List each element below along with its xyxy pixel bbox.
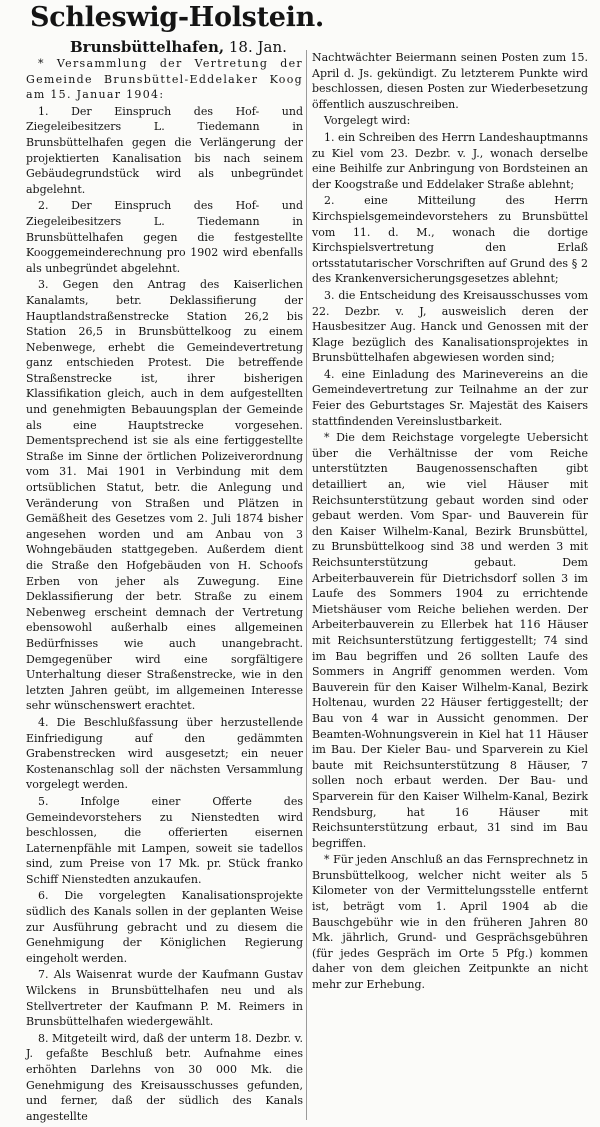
column-divider [306, 50, 307, 1120]
paragraph: 8. Mitgeteilt wird, daß der unterm 18. Dezbr. v. J. gefaßte Beschluß betr. Aufnahme eines erhöhten Darlehns von 30 000 Mk. die Genehmigung des Kreisausschusses gefunden, und ferner, daß der südlich des Kanals angestellte [26, 1031, 303, 1123]
paragraph: 3. Gegen den Antrag des Kaiserlichen Kanalamts, betr. Deklassifierung der Hauptlandstraßenstrecke Station 26,2 bis Station 26,5 in Brunsbüttelkoog zu einem Nebenwege, erhebt die Gemeindevertretung ganz entschieden Protest. Die betreffende Straßenstrecke ist, ihrer bisherigen Klassifikation gleich, auch in dem aufgestellten und genehmigten Bebauungsplan der Gemeinde als eine Hauptstrecke vorgesehen. Dementsprechend ist sie als eine fertiggestellte Straße im Sinne der örtlichen Polizeiverordnung vom 31. Mai 1901 in Verbindung mit dem ortsüblichen Statut, betr. die Anlegung und Veränderung von Straßen und Plätzen in Gemäßheit des Gesetzes vom 2. Juli 1874 bisher angesehen worden und am Anbau von 3 Wohngebäuden stattgegeben. Außerdem dient die Straße den Hofgebäuden von H. Schoofs Erben von jeher als Zuwegung. Eine Deklassifierung der betr. Straße zu einem Nebenweg erscheint demnach der Vertretung ebensowohl außerhalb eines allgemeinen Bedürfnisses wie auch unangebracht. Demgegenüber wird eine sorgfältigere Unterhaltung dieser Straßenstrecke, wie in den letzten Jahren geübt, im allgemeinen Interesse sehr wünschenswert erachtet. [26, 278, 303, 713]
right-column [312, 50, 588, 994]
dateline [70, 38, 287, 56]
paragraph: 4. eine Einladung des Marinevereins an die Gemeindevertretung zur Teilnahme an der zur Feier des Geburtstages Sr. Majestät des Kaisers stattfindenden Vereinslustbarkeit. [312, 367, 588, 428]
paragraph: 3. die Entscheidung des Kreisausschusses vom 22. Dezbr. v. J, ausweislich deren der Hausbesitzer Aug. Hanck und Genossen mit der Klage bezüglich des Kanalisationsprojektes in Brunsbüttelhafen abgewiesen worden sind; [312, 288, 588, 365]
paragraph: * Für jeden Anschluß an das Fernsprechnetz in Brunsbüttelkoog, welcher nicht weiter als 5 Kilometer von der Vermittelungsstelle entfernt ist, beträgt vom 1. April 1904 ab die Bauschgebühr wie in den früheren Jahren 80 Mk. jährlich, Grund- und Gesprächsgebühren (für jedes Gespräch im Orte 5 Pfg.) kommen daher von dem gleichen Zeitpunkte an nicht mehr zur Erhebung. [312, 853, 588, 992]
page-title: Schleswig-Holstein. [30, 2, 325, 33]
paragraph: 2. eine Mitteilung des Herrn Kirchspielsgemeindevorstehers zu Brunsbüttel vom 11. d. M., wonach die dortige Kirchspielsvertretung den Erlaß ortsstatutarischer Vorschriften auf Grund des § 2 des Krankenversicherungsgesetzes ablehnt; [312, 194, 588, 286]
paragraph: 7. Als Waisenrat wurde der Kaufmann Gustav Wilckens in Brunsbüttelhafen neu und als Stellvertreter der Kaufmann P. M. Reimers in Brunsbüttelhafen wiedergewählt. [26, 968, 303, 1029]
paragraph: 5. Infolge einer Offerte des Gemeindevorstehers zu Nienstedten wird beschlossen, die offerierten eisernen Laternenpfähle mit Lampen, soweit sie tadellos sind, zum Preise von 17 Mk. pr. Stück franko Schiff Nienstedten anzukaufen. [26, 794, 303, 886]
dateline-place: Brunsbüttelhafen, [70, 38, 225, 56]
paragraph: * Versammlung der Vertretung der Gemeinde Brunsbüttel-Eddelaker Koog am 15. Januar 1904: [26, 57, 303, 102]
left-column [26, 56, 303, 1125]
paragraph: 6. Die vorgelegten Kanalisationsprojekte südlich des Kanals sollen in der geplanten Weise zur Ausführung gebracht und zu diesem die Genehmigung der Königlichen Regierung eingeholt werden. [26, 889, 303, 965]
paragraph: 2. Der Einspruch des Hof- und Ziegeleibesitzers L. Tiedemann in Brunsbüttelhafen gegen die festgestellte Kooggemeinderechnung pro 1902 wird ebenfalls als unbegründet abgelehnt. [26, 199, 303, 275]
paragraph: * Die dem Reichstage vorgelegte Uebersicht über die Verhältnisse der vom Reiche unterstützten Baugenossenschaften gibt detailliert an, wie viel Häuser mit Reichsunterstützung gebaut worden sind oder gebaut werden. Vom Spar- und Bauverein für den Kaiser Wilhelm-Kanal, Bezirk Brunsbüttel, zu Brunsbüttelkoog sind 38 und werden 3 mit Reichsunterstützung gebaut. Dem Arbeiterbauverein für Dietrichsdorf sollen 3 im Laufe des Sommers 1904 zu errichtende Mietshäuser vom Reiche beliehen werden. Der Arbeiterbauverein zu Ellerbek hat 116 Häuser mit Reichsunterstützung fertiggestellt; 74 sind im Bau begriffen und 26 sollten Laufe des Sommers in Angriff genommen werden. Vom Bauverein für den Kaiser Wilhelm-Kanal, Bezirk Holtenau, wurden 22 Häuser fertiggestellt; der Bau von 4 war in Aussicht genommen. Der Beamten-Wohnungsverein in Kiel hat 11 Häuser im Bau. Der Kieler Bau- und Sparverein zu Kiel baute mit Reichsunterstützung 8 Häuser, 7 sollen noch erbaut werden. Der Bau- und Sparverein für den Kaiser Wilhelm-Kanal, Bezirk Rendsburg, hat 16 Häuser mit Reichsunterstützung erbaut, 31 sind im Bau begriffen. [312, 431, 588, 850]
dateline-date: 18. Jan. [228, 38, 287, 56]
paragraph: 1. ein Schreiben des Herrn Landeshauptmanns zu Kiel vom 23. Dezbr. v. J., wonach derselbe eine Beihilfe zur Anbringung von Bordsteinen an der Koogstraße und Eddelaker Straße ablehnt; [312, 130, 588, 191]
paragraph: 1. Der Einspruch des Hof- und Ziegeleibesitzers L. Tiedemann in Brunsbüttelhafen gegen die Verlängerung der projektierten Kanalisation bis nach seinem Gebäudegrundstück wird als unbegründet abgelehnt. [26, 104, 303, 196]
paragraph: Nachtwächter Beiermann seinen Posten zum 15. April d. Js. gekündigt. Zu letzterem Punkte wird beschlossen, diesen Posten zur Wiederbesetzung öffentlich auszuschreiben. [312, 51, 588, 111]
paragraph: Vorgelegt wird: [324, 114, 411, 128]
paragraph: 4. Die Beschlußfassung über herzustellende Einfriedigung auf den gedämmten Grabenstrecken wird ausgesetzt; ein neuer Kostenanschlag soll der nächsten Versammlung vorgelegt werden. [26, 715, 303, 792]
